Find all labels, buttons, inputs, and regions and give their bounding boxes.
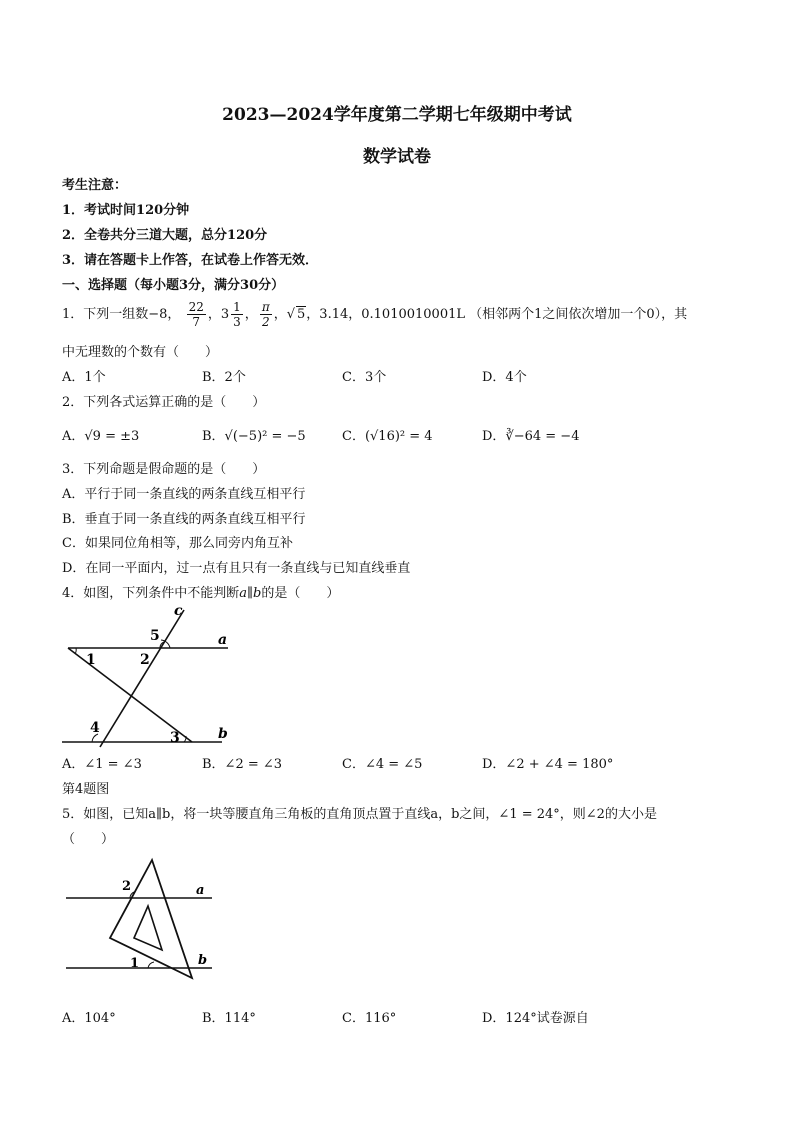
sqrt-sign: √ (286, 307, 296, 322)
q5-stem: 5．如图，已知a∥b，将一块等腰直角三角板的直角顶点置于直线a，b之间，∠1 = 24°，则∠2的大小是 (62, 807, 657, 822)
fraction-numerator: π (261, 300, 270, 314)
label-2: 2 (140, 652, 150, 668)
q1-prefix: 1．下列一组数−8， (62, 307, 181, 322)
sqrt-radicand: 5 (297, 307, 306, 322)
q5-stem-line2: （ ） (62, 832, 115, 847)
q4-option-b[interactable]: B．∠2 = ∠3 (202, 757, 283, 772)
fraction-numerator: 1 (233, 300, 241, 314)
q4-stem-math: a∥b (239, 586, 262, 601)
q5-figure (62, 852, 222, 984)
q4-option-d[interactable]: D．∠2 + ∠4 = 180° (482, 757, 614, 772)
label-b: b (218, 726, 228, 742)
q5-option-d[interactable]: D．124°试卷源自 (482, 1011, 589, 1026)
q4-option-c[interactable]: C．∠4 = ∠5 (342, 757, 423, 772)
q4-option-a[interactable]: A．∠1 = ∠3 (62, 757, 142, 772)
fraction-denominator: 2 (261, 315, 270, 329)
label-b: b (198, 953, 208, 968)
q2-option-d[interactable]: D．∛−64 = −4 (482, 429, 580, 444)
label-2: 2 (122, 879, 132, 894)
q2-option-c[interactable]: C．(√16)² = 4 (342, 429, 433, 444)
notice-item: 3．请在答题卡上作答，在试卷上作答无效． (62, 253, 319, 268)
q5-option-b[interactable]: B．114° (202, 1011, 256, 1026)
angle-1-arc (148, 962, 154, 968)
q5-option-a[interactable]: A．104° (62, 1011, 116, 1026)
label-a: a (218, 632, 228, 648)
q2-stem: 2．下列各式运算正确的是（ ） (62, 395, 266, 410)
section-heading: 一、选择题（每小题3分，满分30分） (62, 278, 285, 293)
label-3: 3 (170, 730, 180, 746)
q2-option-b[interactable]: B．√(−5)² = −5 (202, 429, 306, 444)
q1-option-b[interactable]: B．2个 (202, 370, 246, 385)
q1-option-d[interactable]: D．4个 (482, 370, 527, 385)
q1-stem-line2: 中无理数的个数有（ ） (62, 345, 219, 360)
exam-subtitle: 数学试卷 (363, 147, 431, 167)
q4-stem-text: 的是（ ） (261, 586, 340, 601)
q3-option-a[interactable]: A．平行于同一条直线的两条直线互相平行 (62, 487, 306, 502)
q1-option-a[interactable]: A．1个 (62, 370, 106, 385)
fraction (231, 300, 243, 329)
angle-1-arc (75, 648, 76, 654)
q1-rest: ，3.14，0.1010010001L （相邻两个1之间依次增加一个0），其 (306, 307, 688, 322)
mixed-number-whole: 3 (220, 307, 230, 322)
fraction-denominator: 7 (192, 315, 201, 329)
label-1: 1 (86, 652, 96, 668)
q3-option-c[interactable]: C．如果同位角相等，那么同旁内角互补 (62, 536, 293, 551)
notice-item: 1．考试时间120分钟 (62, 203, 190, 218)
q4-stem-text: 4．如图，下列条件中不能判断 (62, 586, 240, 601)
fraction (187, 300, 206, 329)
q1-option-c[interactable]: C．3个 (342, 370, 387, 385)
q5-option-c[interactable]: C．116° (342, 1011, 397, 1026)
fraction-numerator: 22 (188, 300, 204, 314)
triangle-ruler-outer (110, 860, 192, 978)
fraction (260, 300, 272, 329)
q1-stem: 1．下列一组数−8， $\frac{22}{7}$ ，3 $\frac{1}{3}$ ， $\frac{\pi}{2}$ ，√ 5，3.14，0.1010010001L （相邻两个1之间依次增加一个0），其 (62, 300, 688, 329)
label-5: 5 (150, 628, 160, 644)
label-a: a (196, 883, 205, 898)
label-1: 1 (130, 956, 140, 971)
q3-stem: 3．下列命题是假命题的是（ ） (62, 462, 266, 477)
triangle-ruler-inner (134, 906, 162, 950)
q4-figure (60, 602, 240, 748)
notice-item: 2．全卷共分三道大题，总分120分 (62, 228, 268, 243)
exam-title: 2023—2024学年度第二学期七年级期中考试 (222, 105, 572, 125)
q3-option-d[interactable]: D．在同一平面内，过一点有且只有一条直线与已知直线垂直 (62, 561, 411, 576)
fraction-denominator: 3 (233, 315, 241, 329)
label-c: c (174, 603, 183, 619)
label-4: 4 (90, 720, 100, 736)
notice-heading: 考生注意： (62, 178, 128, 193)
q4-stem (62, 582, 339, 601)
q4-caption: 第4题图 (62, 782, 110, 797)
q2-option-a[interactable]: A．√9 = ±3 (62, 429, 140, 444)
q3-option-b[interactable]: B．垂直于同一条直线的两条直线互相平行 (62, 512, 306, 527)
